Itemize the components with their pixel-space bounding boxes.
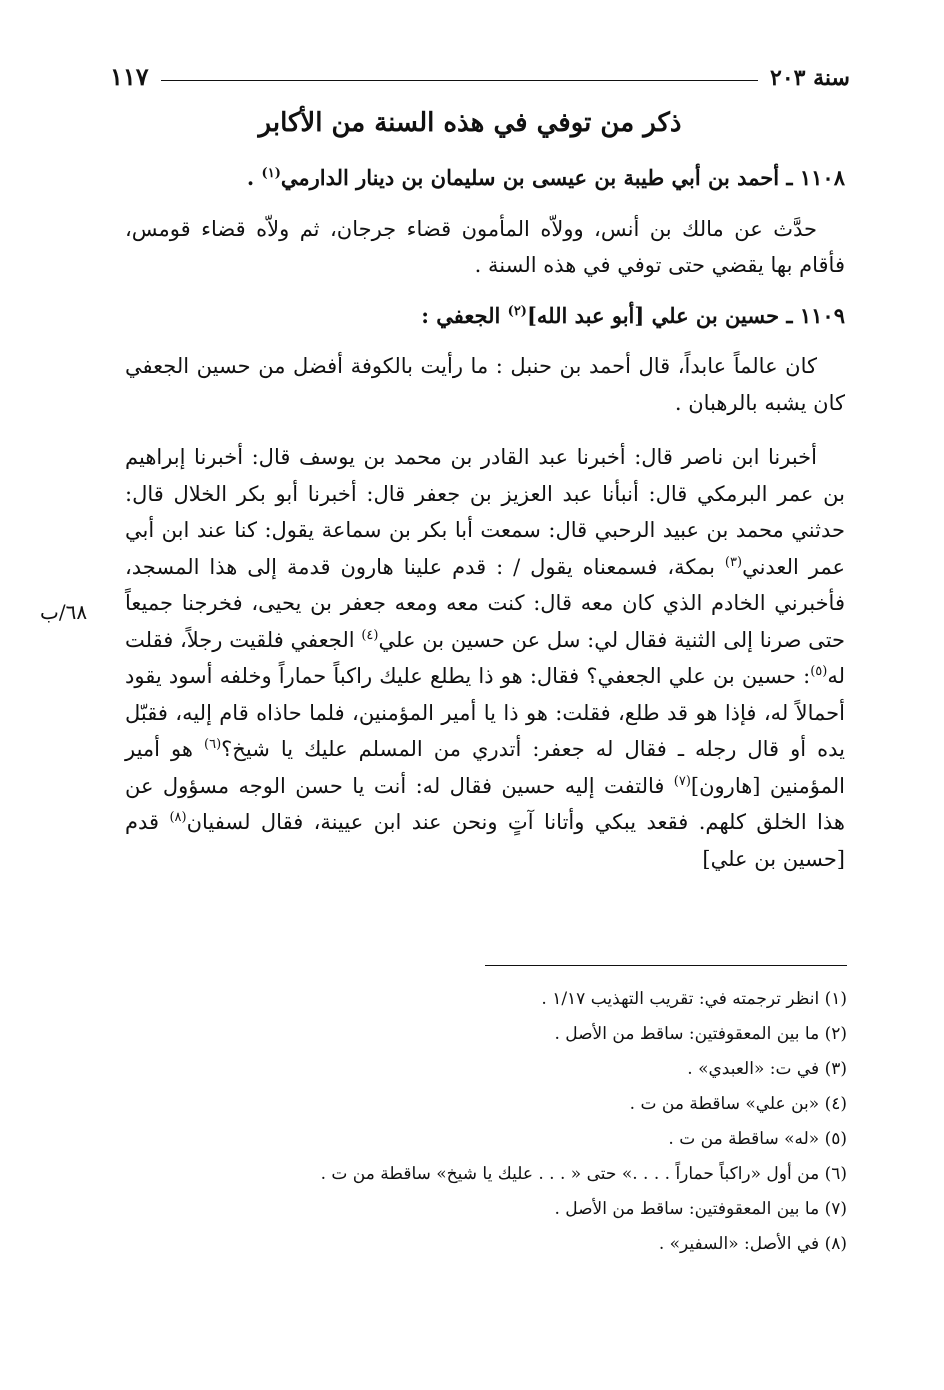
footnote-ref-1: (١) [261,166,281,181]
section-title: ذكر من توفي في هذه السنة من الأكابر [258,108,682,138]
footnote-8: (٨) في الأصل: «السفير» . [658,1234,847,1254]
page-number: ١١٧ [110,62,149,91]
footnote-ref-6: (٦) [204,737,222,752]
entry-text-1109: كان عالماً عابداً، قال أحمد بن حنبل : ما رأيت بالكوفة أفضل من حسين الجعفي كان يشبه بالرهبان . [125,354,845,415]
footnote-2: (٢) ما بين المعقوفتين: ساقط من الأصل . [554,1024,847,1044]
footnote-7: (٧) ما بين المعقوفتين: ساقط من الأصل . [554,1199,847,1219]
entry-text-1108: حدَّث عن مالك بن أنس، وولاّه المأمون قضاء جرجان، ثم ولاّه قضاء قومس، فأقام بها يقضي حتى توفي في هذه السنة . [125,216,845,277]
footnote-ref-3: (٣) [724,554,743,570]
narration-paragraph: أخبرنا ابن ناصر قال: أخبرنا عبد القادر بن محمد بن يوسف قال: أخبرنا إبراهيم بن عمر البرمكي قال: أنبأنا عبد العزيز بن جعفر قال: أخبرنا أبو بكر الخلال قال: حدثني محمد بن عبيد الرحبي قال: سمعت أبا بكر بن سماعة يقول: كنا عند ابن أبي عمر العدني$^{(٣)}$ بمكة، فسمعناه يقول / : قدم علينا هارون قدمة إلى هذا المسجد، فأخبرني الخادم الذي كان معه قال: كنت معه ومعه جعفر بن يحيى، فخرجنا جميعاً حتى صرنا إلى الثنية فقال لي: سل عن حسين بن علي$^{(٤)}$ الجعفي فلقيت رجلاً، فقلت له$^{(٥)}$: حسين بن علي الجعفي؟ فقال: هو ذا يطلع عليك راكباً حماراً وخلفه أسود يقود أحمالاً له، فإذا هو قد طلع، فقلت: هو ذا يا أمير المؤمنين، فلما حاذاه قام إليه، فقبّل يده أو قال رجله ـ فقال له جعفر: أتدري من المسلم عليك يا شيخ؟$^{(٦)}$ هو أمير المؤمنين [هارون]$^{(٧)}$ فالتفت إليه حسين فقال له: أنت يا حسن الوجه مسؤول عن هذا الخلق كلهم. فقعد يبكي وأتانا آتٍ ونحن عند ابن عيينة، فقال لسفيان$^{(٨)}$ قدم [حسين بن علي] [125,445,846,871]
header-rule [161,80,758,81]
entry-heading-1108: ١١٠٨ ـ أحمد بن أبي طيبة بن عيسى بن سليمان بن دينار الدارمي$^{(١)}$ . [246,165,845,190]
footnote-ref-2: (٢) [507,303,527,319]
year-label: سنة ٢٠٣ [770,65,850,91]
footnote-5: (٥) «له» ساقطة من ت . [668,1129,847,1149]
main-text [125,160,845,877]
footnote-ref-4: (٤) [361,627,379,643]
entry-heading-1109: ١١٠٩ ـ حسين بن علي [أبو عبد الله]$^{(٢)}$ الجعفي : [421,302,845,328]
footnotes [200,982,847,1262]
footnote-separator [485,965,847,966]
footnote-4: (٤) «بن علي» ساقطة من ت . [629,1094,847,1114]
footnote-ref-8: (٨) [169,810,187,825]
manuscript-folio-note: ٦٨/ب [40,600,88,624]
footnote-3: (٣) في ت: «العبدي» . [687,1059,847,1079]
footnote-1: (١) انظر ترجمته في: تقريب التهذيب ١/١٧ . [541,989,847,1009]
footnote-ref-7: (٧) [673,773,691,789]
footnote-ref-5: (٥) [810,664,828,679]
footnote-6: (٦) من أول «راكباً حماراً . . . .» حتى « . . . عليك يا شيخ» ساقطة من ت . [320,1164,847,1184]
running-header [110,55,850,95]
